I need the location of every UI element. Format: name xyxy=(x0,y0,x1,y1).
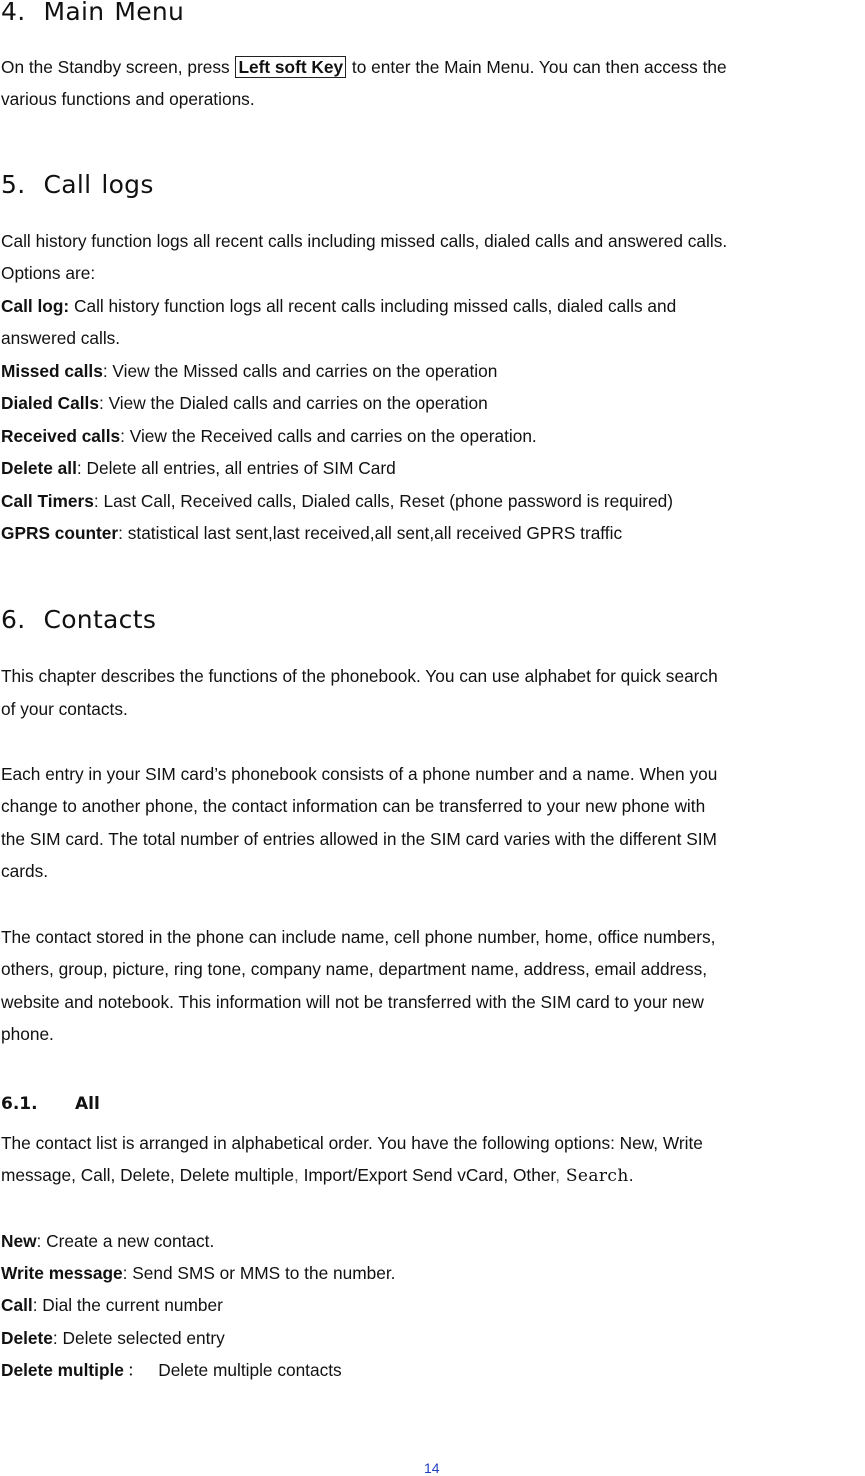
contacts-p3-line-4: phone. xyxy=(1,1024,54,1044)
left-soft-key-label: Left soft Key xyxy=(235,56,346,78)
all-p1-line-2: message, Call, Delete, Delete multiple, Import/Export Send vCard, Other, Search. xyxy=(1,1165,634,1186)
call-logs-intro: Call history function logs all recent calls including missed calls, dialed calls and answered calls. xyxy=(1,231,728,251)
received-calls-definition: Received calls: View the Received calls and carries on the operation. xyxy=(1,426,537,446)
main-menu-line-1: On the Standby screen, press Left soft Key to enter the Main Menu. You can then access the xyxy=(1,57,727,77)
main-menu-line-2: various functions and operations. xyxy=(1,89,255,109)
delete-definition: Delete: Delete selected entry xyxy=(1,1328,225,1348)
delete-multiple-definition: Delete multiple ： Delete multiple contacts xyxy=(1,1360,342,1380)
contacts-p1-line-1: This chapter describes the functions of the phonebook. You can use alphabet for quick search xyxy=(1,666,718,686)
new-definition: New: Create a new contact. xyxy=(1,1231,215,1251)
call-logs-options-label: Options are: xyxy=(1,263,96,283)
contacts-p3-line-1: The contact stored in the phone can include name, cell phone number, home, office numbers, xyxy=(1,927,716,947)
page-number: 14 xyxy=(424,1460,440,1476)
heading-contacts: 6. Contacts xyxy=(1,605,157,634)
heading-main-menu: 4. Main Menu xyxy=(1,0,185,26)
heading-call-logs: 5. Call logs xyxy=(1,170,154,199)
call-log-definition: Call log: Call history function logs all recent calls including missed calls, dialed calls and xyxy=(1,296,677,316)
heading-all: 6.1. All xyxy=(1,1094,100,1114)
gprs-counter-definition: GPRS counter: statistical last sent,last received,all sent,all received GPRS traffic xyxy=(1,523,623,543)
write-message-definition: Write message: Send SMS or MMS to the number. xyxy=(1,1263,396,1283)
call-timers-definition: Call Timers: Last Call, Received calls, Dialed calls, Reset (phone password is required) xyxy=(1,491,674,511)
call-log-definition-cont: answered calls. xyxy=(1,328,121,348)
dialed-calls-definition: Dialed Calls: View the Dialed calls and carries on the operation xyxy=(1,393,488,413)
contacts-p3-line-2: others, group, picture, ring tone, company name, department name, address, email address, xyxy=(1,959,708,979)
delete-all-definition: Delete all: Delete all entries, all entries of SIM Card xyxy=(1,458,396,478)
contacts-p2-line-4: cards. xyxy=(1,861,49,881)
contacts-p1-line-2: of your contacts. xyxy=(1,699,128,719)
contacts-p2-line-2: change to another phone, the contact information can be transferred to your new phone with xyxy=(1,796,706,816)
missed-calls-definition: Missed calls: View the Missed calls and carries on the operation xyxy=(1,361,498,381)
all-p1-line-1: The contact list is arranged in alphabetical order. You have the following options: New, Write xyxy=(1,1133,703,1153)
contacts-p2-line-3: the SIM card. The total number of entries allowed in the SIM card varies with the different SIM xyxy=(1,829,717,849)
contacts-p3-line-3: website and notebook. This information will not be transferred with the SIM card to your new xyxy=(1,992,704,1012)
call-definition: Call: Dial the current number xyxy=(1,1295,223,1315)
contacts-p2-line-1: Each entry in your SIM card’s phonebook consists of a phone number and a name. When you xyxy=(1,764,718,784)
